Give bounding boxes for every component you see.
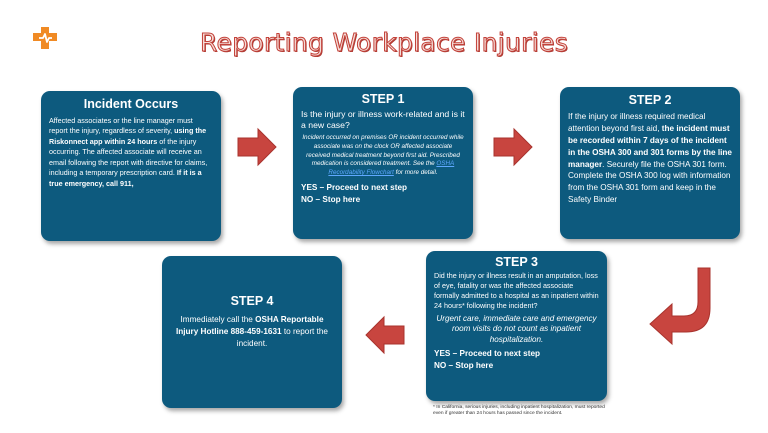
step-4-text-bold: OSHA Reportable Injury Hotline 888-459-1631 <box>175 315 324 336</box>
osha-recordability-flowchart-link[interactable]: OSHA Recordability Flowchart <box>328 160 455 176</box>
step-4-text-2: to report the incident. <box>236 326 328 348</box>
step-3-question: Did the injury or illness result in an amputation, loss of eye, fatality or was the affected associate formally admitted to a hospital as an inpatient within 24 hours* following the incident? <box>434 271 599 310</box>
step-1-heading: STEP 1 <box>361 92 405 106</box>
incident-occurs-card <box>41 91 221 241</box>
step-4-heading: STEP 4 <box>230 294 274 308</box>
step-1-note <box>301 134 465 177</box>
step-3-no: NO – Stop here <box>434 361 494 371</box>
step-3-note: Urgent care, immediate care and emergency room visits do not count as inpatient hospitalization. <box>436 313 597 344</box>
footnote: * In California, serious injuries, including inpatient hospitalization, must reported even if greater than 24 hours has passed since the incident. <box>433 405 605 417</box>
step-4-text <box>170 314 334 350</box>
step-4-text-1: Immediately call the <box>180 315 256 324</box>
step-3-yes: YES – Proceed to next step <box>434 349 541 359</box>
step-1-yes: YES – Proceed to next step <box>301 182 408 192</box>
incident-text-2: of the injury occurring. The affected associate will receive an email following the report with directive for claims, including a temporary prescription card. <box>49 136 208 178</box>
step-1-note-text-2: for more detail. <box>393 169 438 176</box>
step-2-heading: STEP 2 <box>628 93 672 107</box>
step-4-card <box>162 256 342 408</box>
step-1-question: Is the injury or illness work-related and is it a new case? <box>301 109 465 131</box>
incident-heading: Incident Occurs <box>83 97 179 111</box>
step-2-text-1: If the injury or illness required medical attention beyond first aid, <box>568 112 706 133</box>
step-3-card <box>426 251 607 401</box>
step-3-heading: STEP 3 <box>495 255 538 269</box>
step-1-no: NO – Stop here <box>301 194 361 204</box>
step-2-text <box>568 111 732 206</box>
page-title: Reporting Workplace Injuries <box>199 28 569 57</box>
incident-text-bold-1: using the Riskonnect app within 24 hours <box>49 126 207 146</box>
step-2-card <box>560 87 740 239</box>
incident-text-1: Affected associates or the line manager must report the injury, regardless of severity, <box>49 116 193 136</box>
step-2-text-bold: the incident must be recorded within 7 days of the incident in the OSHA 300 and 301 forms by the line manager <box>568 123 732 169</box>
step-1-note-text-1: Incident occurred on premises OR incident occurred while associate was on the clock OR affected associate received medical treatment beyond first aid. Prescribed medication is considered treatment. See the <box>302 134 464 168</box>
arrow-right-icon <box>236 126 278 168</box>
arrow-right-icon <box>492 126 534 168</box>
incident-text <box>49 116 213 189</box>
arrow-left-icon <box>364 314 406 356</box>
incident-text-bold-2: If it is a true emergency, call 911, <box>49 168 202 188</box>
step-2-text-2: . Securely file the OSHA 301 form. Complete the OSHA 300 log with information from the OSHA 301 form and keep in the Safety Binder <box>568 159 731 205</box>
step-1-card <box>293 87 473 239</box>
curved-arrow-down-left-icon <box>646 266 718 348</box>
